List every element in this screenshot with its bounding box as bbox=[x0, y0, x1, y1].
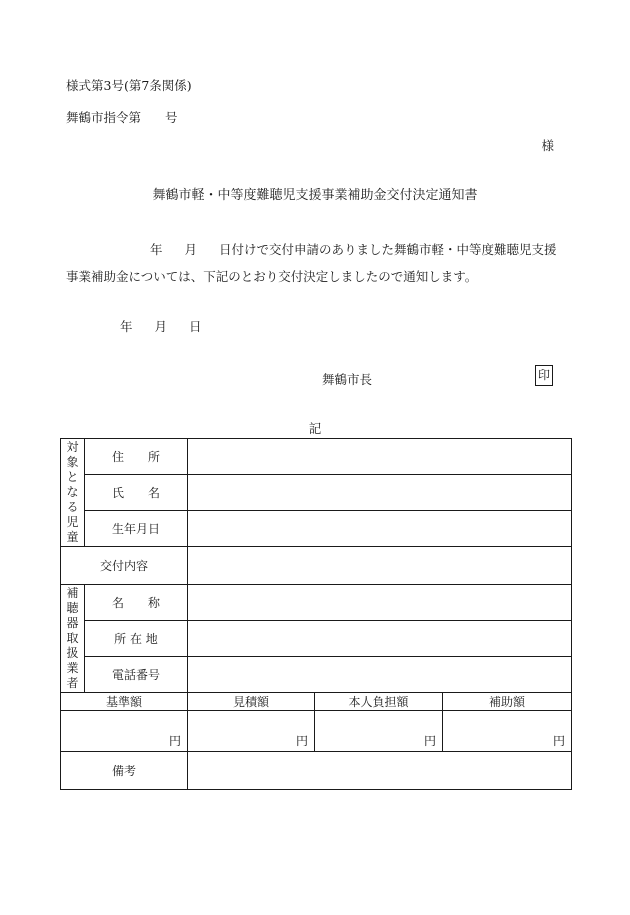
child-section-header: 対 象 と な る 児 童 bbox=[61, 439, 85, 547]
remarks-field[interactable] bbox=[188, 752, 572, 790]
grant-content-label: 交付内容 bbox=[61, 547, 188, 585]
grant-content-field[interactable] bbox=[188, 547, 572, 585]
dealer-section-header: 補 聴 器 取 扱 業 者 bbox=[61, 585, 85, 693]
issuer-name: 舞鶴市長 bbox=[322, 372, 373, 387]
body-paragraph bbox=[66, 236, 566, 290]
date-month: 月 bbox=[154, 319, 168, 334]
date-year: 年 bbox=[120, 319, 133, 334]
date-day: 日 bbox=[189, 319, 202, 334]
address-field[interactable] bbox=[188, 439, 572, 475]
subsidy-amount-cell[interactable]: 円 bbox=[443, 711, 572, 752]
body-month: 月 bbox=[184, 242, 198, 257]
order-number-prefix: 舞鶴市指令第 bbox=[66, 110, 142, 125]
dealer-name-field[interactable] bbox=[188, 585, 572, 621]
self-burden-amount-cell[interactable]: 円 bbox=[315, 711, 443, 752]
seal-mark: 印 bbox=[535, 365, 553, 386]
body-text: 日付けで交付申請のありました舞鶴市軽・中等度難聴児支援事業補助金については、下記のとおり交付決定しましたので通知します。 bbox=[66, 242, 557, 284]
name-label: 氏 名 bbox=[85, 475, 188, 511]
self-burden-amount-header: 本人負担額 bbox=[315, 693, 443, 711]
dealer-address-label: 所 在 地 bbox=[85, 621, 188, 657]
order-number-suffix: 号 bbox=[165, 110, 178, 125]
standard-amount-header: 基準額 bbox=[61, 693, 188, 711]
order-number-line bbox=[66, 108, 178, 126]
form-number: 様式第3号(第7条関係) bbox=[66, 78, 192, 93]
dealer-address-field[interactable] bbox=[188, 621, 572, 657]
name-field[interactable] bbox=[188, 475, 572, 511]
estimate-amount-cell[interactable]: 円 bbox=[188, 711, 315, 752]
dealer-phone-label: 電話番号 bbox=[85, 657, 188, 693]
address-label: 住 所 bbox=[85, 439, 188, 475]
birthdate-label: 生年月日 bbox=[85, 511, 188, 547]
addressee-suffix: 様 bbox=[541, 138, 554, 153]
estimate-amount-header: 見積額 bbox=[188, 693, 315, 711]
ki-heading: 記 bbox=[308, 421, 322, 436]
grant-detail-table bbox=[60, 438, 572, 790]
dealer-phone-field[interactable] bbox=[188, 657, 572, 693]
standard-amount-cell[interactable]: 円 bbox=[61, 711, 188, 752]
body-year: 年 bbox=[150, 242, 163, 257]
document-title: 舞鶴市軽・中等度難聴児支援事業補助金交付決定通知書 bbox=[152, 188, 478, 203]
dealer-name-label: 名 称 bbox=[85, 585, 188, 621]
birthdate-field[interactable] bbox=[188, 511, 572, 547]
remarks-label: 備考 bbox=[61, 752, 188, 790]
issue-date bbox=[120, 317, 202, 335]
subsidy-amount-header: 補助額 bbox=[443, 693, 572, 711]
